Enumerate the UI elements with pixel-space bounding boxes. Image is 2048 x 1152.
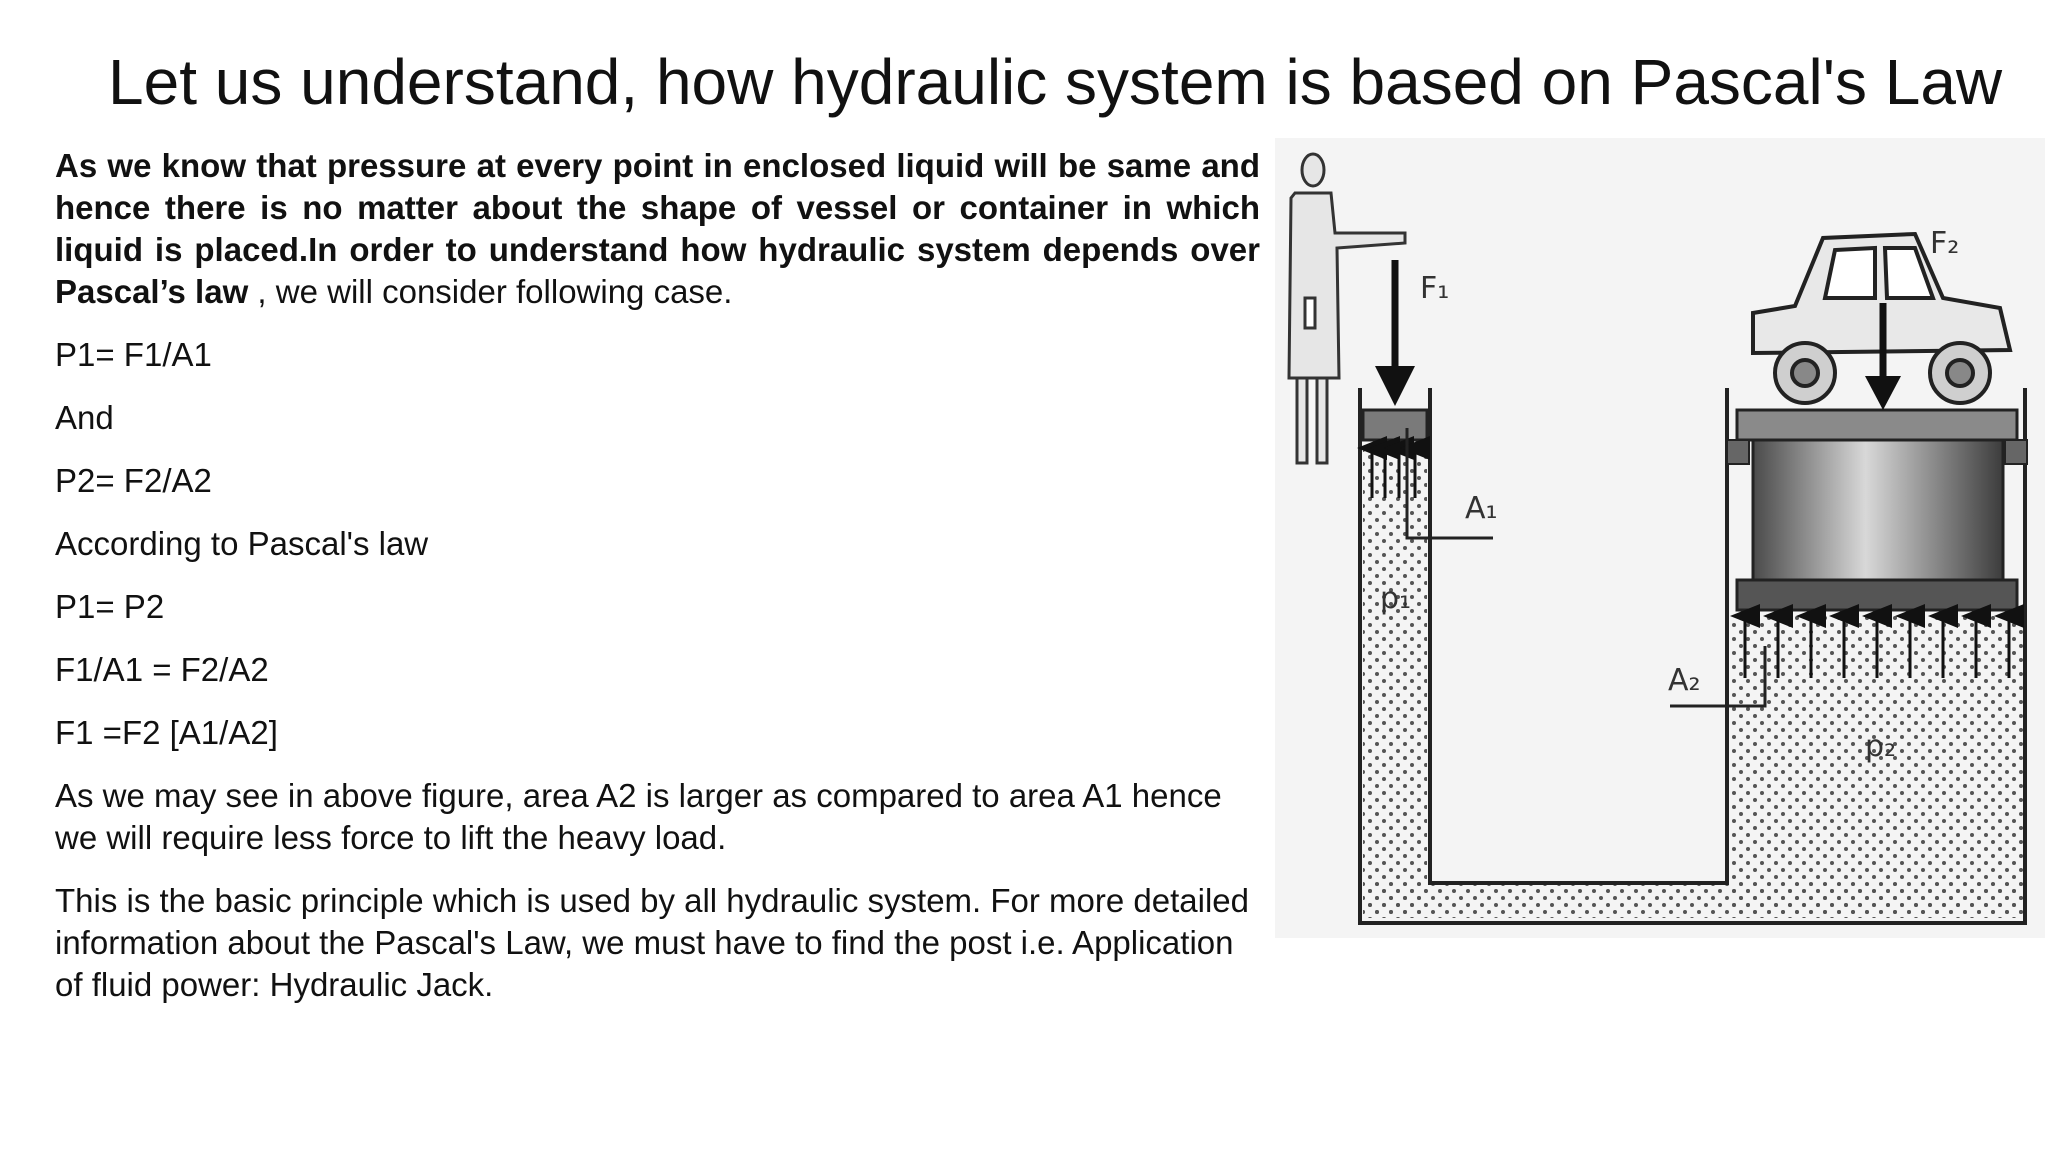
principle-paragraph: This is the basic principle which is used by all hydraulic system. For more detailed information about the Pascal's Law, we must have to find the post i.e. Application of fluid power: Hydraulic Jack. [55, 882, 1249, 1003]
equation-ratio: F1/A1 = F2/A2 [55, 651, 269, 688]
large-piston [1727, 410, 2027, 610]
intro-normal-text: , we will consider following case. [248, 273, 733, 310]
equation-p1: P1= F1/A1 [55, 336, 212, 373]
label-a2: A₂ [1668, 663, 1701, 698]
label-p1: p₁ [1380, 581, 1412, 616]
hydraulic-press-figure [1275, 138, 2045, 938]
hydraulic-diagram [1275, 138, 2045, 938]
equation-p1-equals-p2: P1= P2 [55, 588, 165, 625]
label-a1: A₁ [1465, 491, 1498, 526]
force-f1-arrow [1375, 260, 1415, 406]
small-piston [1363, 410, 1427, 440]
text-and: And [55, 399, 114, 436]
explanation-paragraph: As we may see in above figure, area A2 is larger as compared to area A1 hence we will require less force to lift the heavy load. [55, 777, 1222, 856]
intro-bold-text: As we know that pressure at every point in enclosed liquid will be same and hence there is no matter about the shape of vessel or container in which liquid is placed.In order to understand how hydraulic system depends over Pascal’s law [55, 147, 1260, 310]
text-column [55, 145, 1260, 1006]
label-p2: p₂ [1865, 729, 1897, 764]
equation-f1: F1 =F2 [A1/A2] [55, 714, 278, 751]
label-f2: F₂ [1930, 226, 1960, 261]
slide-title: Let us understand, how hydraulic system is based on Pascal's Law [108, 46, 2003, 118]
intro-paragraph [55, 145, 1260, 313]
label-f1: F₁ [1420, 271, 1450, 306]
text-pascal-law: According to Pascal's law [55, 525, 429, 562]
equation-p2: P2= F2/A2 [55, 462, 212, 499]
